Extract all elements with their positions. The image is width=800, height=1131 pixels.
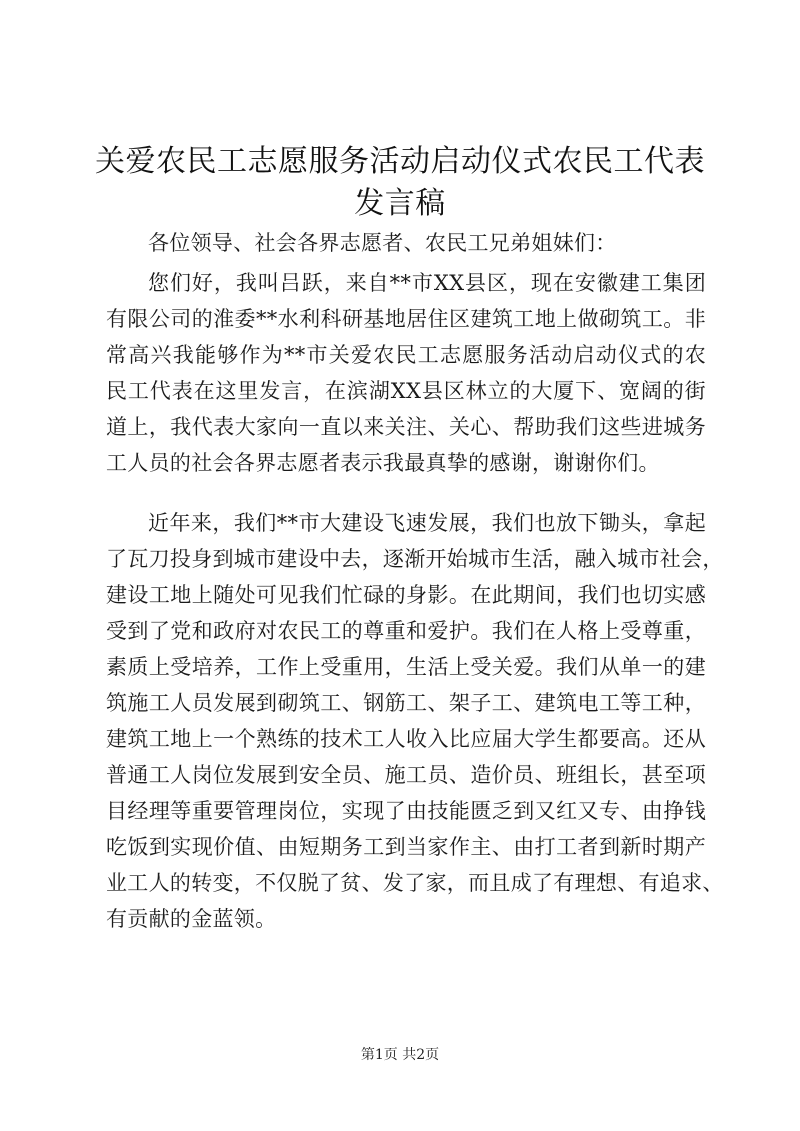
paragraph-line: 您们好，我叫吕跃，来自**市XX县区，现在安徽建工集团 (148, 271, 706, 295)
salutation-block (106, 225, 706, 261)
paragraph-line: 有贡献的金蓝领。 (106, 907, 277, 931)
paragraph-line: 筑施工人员发展到砌筑工、钢筋工、架子工、建筑电工等工种， (106, 691, 706, 715)
page-footer: 第1页 共2页 (360, 1047, 440, 1063)
paragraph-line: 普通工人岗位发展到安全员、施工员、造价员、班组长，甚至项 (106, 763, 706, 787)
paragraph-line: 目经理等重要管理岗位，实现了由技能匮乏到又红又专、由挣钱 (106, 799, 706, 823)
paragraph-line: 有限公司的淮委**水利科研基地居住区建筑工地上做砌筑工。非 (106, 307, 706, 331)
paragraph-line: 素质上受培养，工作上受重用，生活上受关爱。我们从单一的建 (106, 655, 706, 679)
document-title-line-1: 关爱农民工志愿服务活动启动仪式农民工代表 (95, 144, 705, 179)
paragraph-line: 近年来，我们**市大建设飞速发展，我们也放下锄头，拿起 (148, 511, 706, 535)
salutation: 各位领导、社会各界志愿者、农民工兄弟姐妹们： (148, 231, 617, 255)
paragraph-line: 业工人的转变，不仅脱了贫、发了家，而且成了有理想、有追求、 (106, 871, 724, 895)
paragraph-line: 建设工地上随处可见我们忙碌的身影。在此期间，我们也切实感 (106, 583, 706, 607)
paragraph-1 (106, 265, 706, 481)
paragraph-line: 工人员的社会各界志愿者表示我最真挚的感谢，谢谢你们。 (106, 451, 660, 475)
paragraph-line: 常高兴我能够作为**市关爱农民工志愿服务活动启动仪式的农 (106, 343, 706, 367)
paragraph-line: 受到了党和政府对农民工的尊重和爱护。我们在人格上受尊重， (106, 619, 706, 643)
paragraph-line: 道上，我代表大家向一直以来关注、关心、帮助我们这些进城务 (106, 415, 706, 439)
document-title-line-2: 发言稿 (354, 186, 446, 221)
paragraph-line: 吃饭到实现价值、由短期务工到当家作主、由打工者到新时期产 (106, 835, 706, 859)
paragraph-2 (106, 505, 724, 937)
paragraph-line: 建筑工地上一个熟练的技术工人收入比应届大学生都要高。还从 (106, 727, 706, 751)
paragraph-line: 了瓦刀投身到城市建设中去，逐渐开始城市生活，融入城市社会， (106, 547, 724, 571)
paragraph-line: 民工代表在这里发言，在滨湖XX县区林立的大厦下、宽阔的街 (106, 379, 706, 403)
